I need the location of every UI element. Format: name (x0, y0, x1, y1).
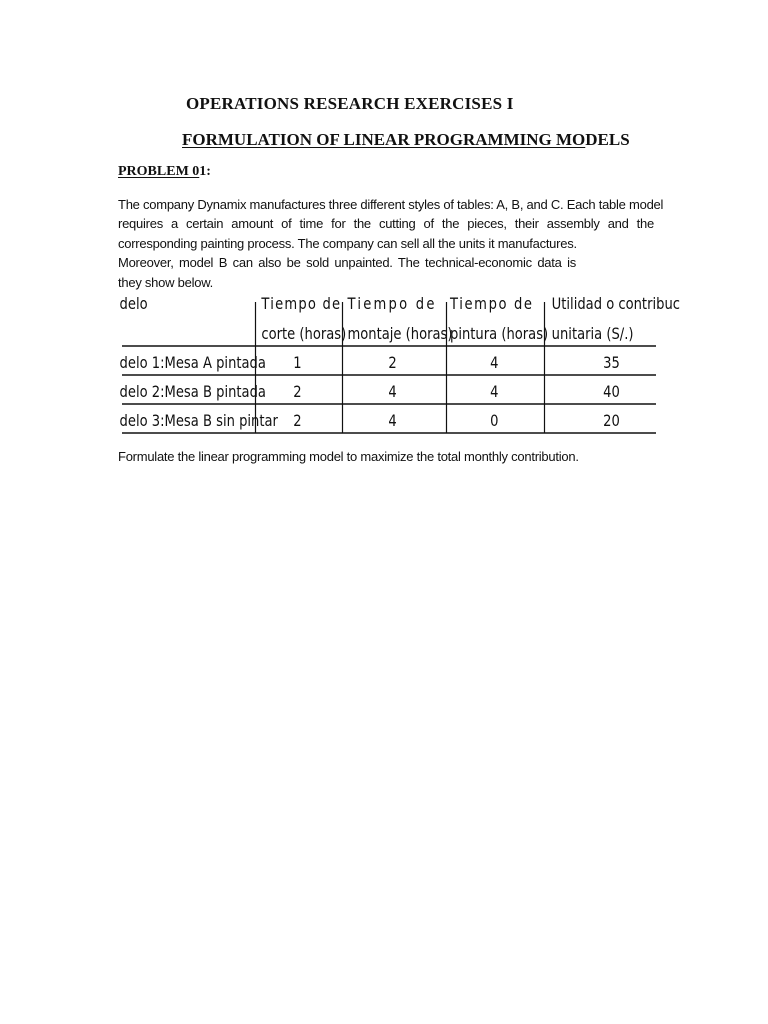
header-profit: unitaria (S/.) (551, 324, 634, 344)
cell-profit: 40 (603, 382, 620, 402)
cell-profit: 20 (603, 411, 620, 431)
header-model: delo (119, 294, 148, 314)
document-subtitle (182, 130, 630, 150)
document-title: OPERATIONS RESEARCH EXERCISES I (186, 94, 514, 113)
header-profit-top: Utilidad o contribuc (551, 294, 680, 314)
cell-paint: 4 (490, 382, 499, 402)
subtitle-underlined: FORMULATION OF LINEAR PROGRAMMING MO (182, 130, 586, 149)
cell-cut: 1 (293, 353, 302, 373)
data-table (119, 294, 680, 436)
problem-number: 1: (199, 164, 211, 179)
header-paint: pintura (horas) (450, 324, 549, 344)
problem-heading (118, 164, 211, 180)
header-cut-top: Tiempo de (261, 294, 341, 314)
cell-profit: 35 (603, 353, 620, 373)
header-cut: corte (horas) (261, 324, 347, 344)
cell-paint: 4 (490, 353, 499, 373)
closing-instruction: Formulate the linear programming model to maximize the total monthly contribution. (118, 449, 579, 464)
statement-line-3: corresponding painting process. The company can sell all the units it manufactures. (118, 235, 577, 251)
statement-line-4: Moreover, model B can also be sold unpainted. The technical-economic data is (118, 255, 576, 271)
data-table-image (119, 294, 680, 436)
cell-paint: 0 (490, 411, 499, 431)
header-assembly: montaje (horas) (347, 324, 453, 344)
statement-line-1: The company Dynamix manufactures three different styles of tables: A, B, and C. Each table model (118, 197, 664, 212)
header-paint-top: Tiempo de (450, 294, 532, 314)
header-assembly-top: Tiempo de (347, 294, 435, 314)
cell-assembly: 4 (388, 382, 397, 402)
subtitle-rest: DELS (585, 130, 630, 149)
problem-statement (118, 195, 664, 292)
cell-assembly: 2 (388, 353, 397, 373)
cell-assembly: 4 (388, 411, 397, 431)
cell-cut: 2 (293, 411, 302, 431)
row-label: delo 1:Mesa A pintada (119, 353, 266, 373)
problem-label: PROBLEM 0 (118, 164, 200, 179)
statement-line-5: they show below. (118, 274, 214, 290)
statement-line-2: requires a certain amount of time for the cutting of the pieces, their assembly and the (118, 216, 654, 232)
row-label: delo 2:Mesa B pintada (119, 382, 266, 402)
cell-cut: 2 (293, 382, 302, 402)
row-label: delo 3:Mesa B sin pintar (119, 411, 278, 431)
